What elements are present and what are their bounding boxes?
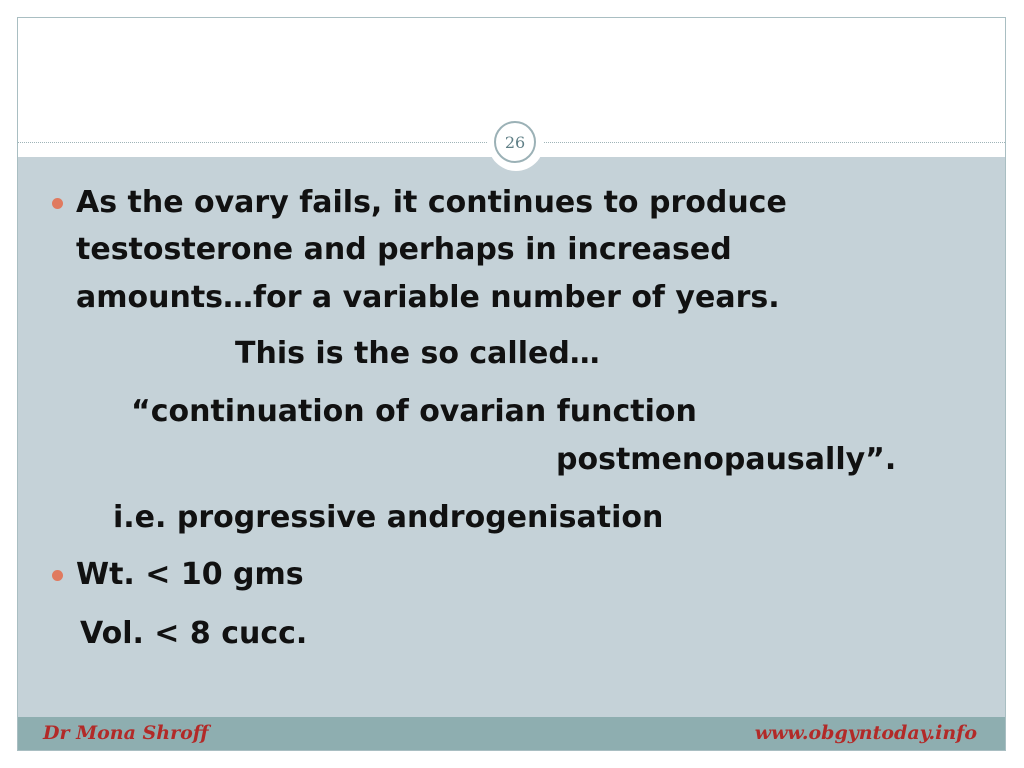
bullet-text-line-2: testosterone and perhaps in increased (76, 232, 732, 267)
bullet-text-line-1: As the ovary fails, it continues to produce (76, 185, 787, 220)
footer-website: www.obgyntoday.info (754, 722, 977, 744)
footer-bar (18, 717, 1005, 751)
footer-author: Dr Mona Shroff (43, 722, 209, 744)
page-number-badge (494, 121, 536, 163)
bullet-dot (52, 570, 63, 581)
bullet-dot (52, 198, 63, 209)
bullet-2-text: Wt. < 10 gms (76, 557, 304, 592)
so-called-line: This is the so called… (235, 336, 600, 371)
quote-line-1: “continuation of ovarian function (131, 394, 697, 429)
quote-line-2: postmenopausally”. (556, 442, 897, 477)
ie-line: i.e. progressive androgenisation (113, 500, 664, 535)
slide-frame (17, 17, 1006, 751)
page-number: 26 (504, 132, 526, 152)
vol-line: Vol. < 8 cucc. (80, 616, 308, 651)
bullet-text-line-3: amounts…for a variable number of years. (76, 280, 780, 315)
